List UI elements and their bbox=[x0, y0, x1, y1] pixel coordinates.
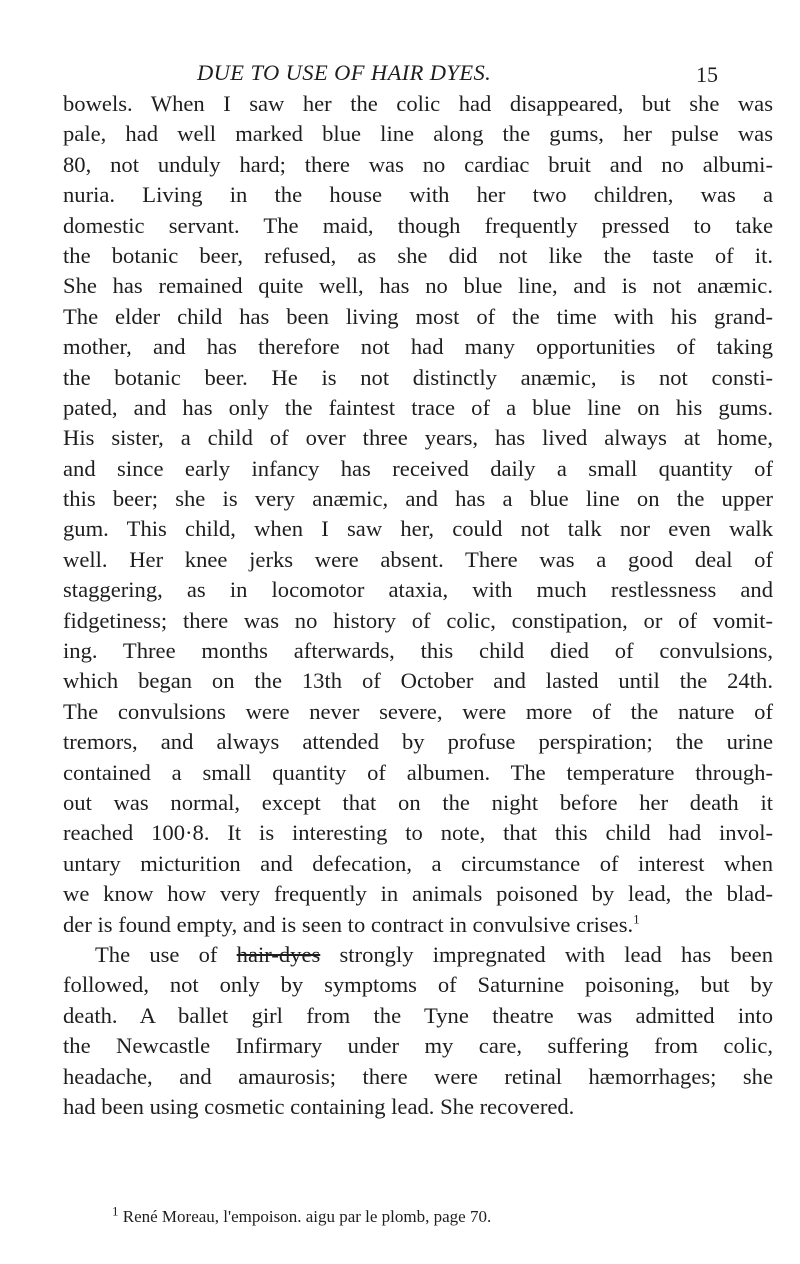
text-line: domestic servant. The maid, though frequently pressed to take bbox=[63, 212, 773, 238]
running-head bbox=[0, 60, 800, 90]
running-title: DUE TO USE OF HAIR DYES. bbox=[197, 60, 492, 85]
text-line: out was normal, except that on the night before her death it bbox=[63, 789, 773, 815]
text-line: ing. Three months afterwards, this child died of convulsions, bbox=[63, 638, 773, 664]
text-line: had been using cosmetic containing lead. She recovered. bbox=[63, 1093, 575, 1119]
paragraph-start-line bbox=[63, 940, 773, 970]
text-line: tremors, and always attended by profuse perspiration; the urine bbox=[63, 729, 773, 755]
smudged-text: hair-dyes bbox=[236, 941, 321, 967]
text-line: death. A ballet girl from the Tyne theatre was admitted into bbox=[63, 1002, 773, 1028]
text-line: this beer; she is very anæmic, and has a blue line on the upper bbox=[63, 486, 773, 512]
text-line: pated, and has only the faintest trace of a blue line on his gums. bbox=[63, 394, 773, 420]
text-line: staggering, as in locomotor ataxia, with much restlessness and bbox=[63, 577, 773, 603]
paragraph-end-line bbox=[63, 910, 773, 940]
text-line: His sister, a child of over three years, has lived always at home, bbox=[63, 425, 773, 451]
footnote-text: René Moreau, l'empoison. aigu par le plomb, page 70. bbox=[118, 1207, 492, 1226]
text-line: contained a small quantity of albumen. The temperature through- bbox=[63, 759, 773, 785]
page-number: 15 bbox=[696, 62, 718, 87]
text-line: well. Her knee jerks were absent. There was a good deal of bbox=[63, 546, 773, 572]
text-fragment: The use of bbox=[95, 941, 237, 967]
text-line: reached 100·8. It is interesting to note, that this child had invol- bbox=[63, 820, 773, 846]
text-line: She has remained quite well, has no blue line, and is not anæmic. bbox=[63, 273, 773, 299]
text-line: bowels. When I saw her the colic had disappeared, but she was bbox=[63, 91, 773, 116]
text-line: followed, not only by symptoms of Saturnine poisoning, but by bbox=[63, 972, 773, 998]
text-line: The convulsions were never severe, were more of the nature of bbox=[63, 698, 773, 724]
text-line: mother, and has therefore not had many opportunities of taking bbox=[63, 334, 773, 360]
text-line: the Newcastle Infirmary under my care, suffering from colic, bbox=[63, 1033, 773, 1059]
body-text bbox=[63, 89, 773, 1122]
footnote-reference: 1 bbox=[633, 911, 640, 927]
footnote bbox=[112, 1203, 492, 1227]
text-line: 80, not unduly hard; there was no cardiac bruit and no albumi- bbox=[63, 151, 773, 177]
text-line: which began on the 13th of October and lasted until the 24th. bbox=[63, 668, 773, 694]
text-line-content: der is found empty, and is seen to contract in convulsive crises. bbox=[63, 911, 634, 937]
text-line: gum. This child, when I saw her, could not talk nor even walk bbox=[63, 516, 773, 542]
text-line: the botanic beer, refused, as she did not like the taste of it. bbox=[63, 242, 773, 268]
text-line: The elder child has been living most of the time with his grand- bbox=[63, 303, 773, 329]
text-line: pale, had well marked blue line along the gums, her pulse was bbox=[63, 121, 773, 147]
text-line: and since early infancy has received daily a small quantity of bbox=[63, 455, 773, 481]
text-line: nuria. Living in the house with her two children, was a bbox=[63, 182, 773, 208]
text-line: headache, and amaurosis; there were retinal hæmorrhages; she bbox=[63, 1063, 773, 1089]
text-fragment: strongly impregnated with lead has been bbox=[320, 941, 773, 967]
text-line: fidgetiness; there was no history of colic, constipation, or of vomit- bbox=[63, 607, 773, 633]
text-line: untary micturition and defecation, a circumstance of interest when bbox=[63, 850, 773, 876]
text-line: we know how very frequently in animals poisoned by lead, the blad- bbox=[63, 881, 773, 907]
text-line: the botanic beer. He is not distinctly anæmic, is not consti- bbox=[63, 364, 773, 390]
footnote-marker: 1 bbox=[112, 1203, 119, 1219]
